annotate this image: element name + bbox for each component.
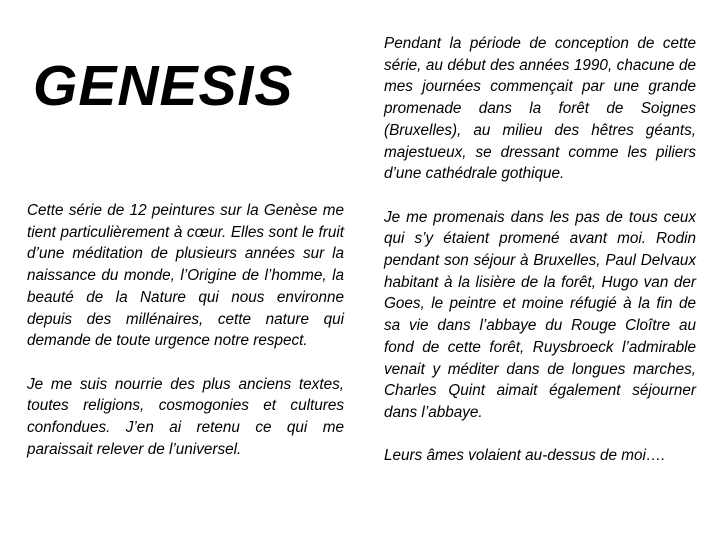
predecessors-paragraph: Je me promenais dans les pas de tous ceux qui s’y étaient promené avant moi. Rodin pendant son séjour à Bruxelles, Paul Delvaux habitant à la lisière de la forêt, Hugo van der Goes, le peintre et moine réfugié à la fin de sa vie dans l’abbaye du Rouge Cloître au fond de cette forêt, Ruysbroeck l’admirable venait y méditer dans de longues marches, Charles Quint aimait également séjourner dans l’abbaye. xyxy=(384,208,696,421)
right-text-column xyxy=(384,33,696,467)
forest-paragraph: Pendant la période de conception de cette série, au début des années 1990, chacune de mes journées commençait par une grande promenade dans la forêt de Soignes (Bruxelles), au milieu des hêtres géants, majestueux, se dressant comme les piliers d’une cathédrale gothique. xyxy=(384,35,696,183)
left-text-column xyxy=(27,200,344,460)
intro-paragraph: Cette série de 12 peintures sur la Genèse me tient particulièrement à cœur. Elles sont le fruit d’une méditation de plusieurs années sur la naissance du monde, l’Origine de l’homme, la beauté de la Nature qui nous environne depuis des millénaires, cette nature qui demande de toute urgence notre respect. xyxy=(27,202,344,350)
page-title: GENESIS xyxy=(33,54,294,118)
closing-paragraph: Leurs âmes volaient au-dessus de moi…. xyxy=(384,447,666,465)
sources-paragraph: Je me suis nourrie des plus anciens textes, toutes religions, cosmogonies et cultures confondues. J’en ai retenu ce qui me paraissait relever de l’universel. xyxy=(27,375,344,458)
